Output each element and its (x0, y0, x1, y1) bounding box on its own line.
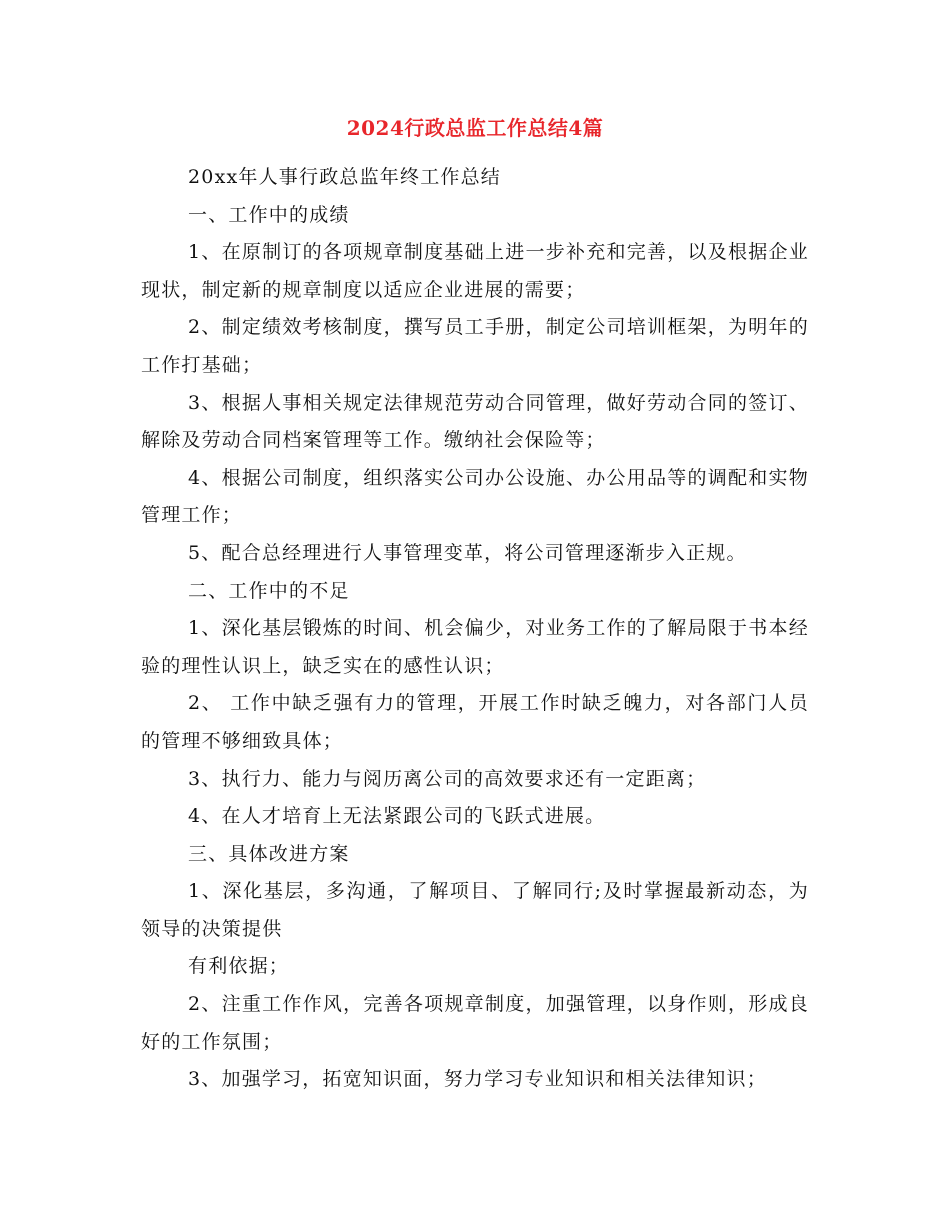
document-title: 2024行政总监工作总结4篇 (346, 116, 604, 140)
paragraph-continuation: 有利依据； (188, 955, 290, 978)
paragraph: 4、在人才培育上无法紧跟公司的飞跃式进展。 (188, 805, 606, 828)
document-body (141, 159, 809, 1099)
paragraph: 3、根据人事相关规定法律规范劳动合同管理，做好劳动合同的签订、解除及劳动合同档案管理等工作。缴纳社会保险等； (141, 391, 809, 452)
paragraph: 3、加强学习，拓宽知识面，努力学习专业知识和相关法律知识； (188, 1068, 767, 1091)
paragraph-section-heading: 二、工作中的不足 (188, 579, 350, 602)
paragraph: 4、根据公司制度，组织落实公司办公设施、办公用品等的调配和实物管理工作； (141, 466, 809, 527)
paragraph: 2、注重工作作风，完善各项规章制度，加强管理，以身作则，形成良好的工作氛围； (141, 993, 809, 1053)
paragraph: 3、执行力、能力与阅历离公司的高效要求还有一定距离； (188, 767, 707, 790)
paragraph: 1、深化基层锻炼的时间、机会偏少，对业务工作的了解局限于书本经验的理性认识上，缺乏实在的感性认识； (141, 617, 809, 677)
paragraph: 5、配合总经理进行人事管理变革，将公司管理逐渐步入正规。 (188, 541, 747, 564)
paragraph: 1、深化基层，多沟通，了解项目、了解同行;及时掌握最新动态，为领导的决策提供 (141, 880, 809, 940)
paragraph: 2、 工作中缺乏强有力的管理，开展工作时缺乏魄力，对各部门人员的管理不够细致具体； (141, 692, 809, 752)
paragraph: 2、制定绩效考核制度，撰写员工手册，制定公司培训框架，为明年的工作打基础； (141, 316, 809, 376)
paragraph-section-heading: 一、工作中的成绩 (188, 203, 350, 226)
paragraph: 1、在原制订的各项规章制度基础上进一步补充和完善，以及根据企业现状，制定新的规章制度以适应企业进展的需要； (141, 241, 809, 301)
paragraph-subtitle: 20xx年人事行政总监年终工作总结 (188, 166, 502, 188)
paragraph-section-heading: 三、具体改进方案 (188, 842, 350, 865)
